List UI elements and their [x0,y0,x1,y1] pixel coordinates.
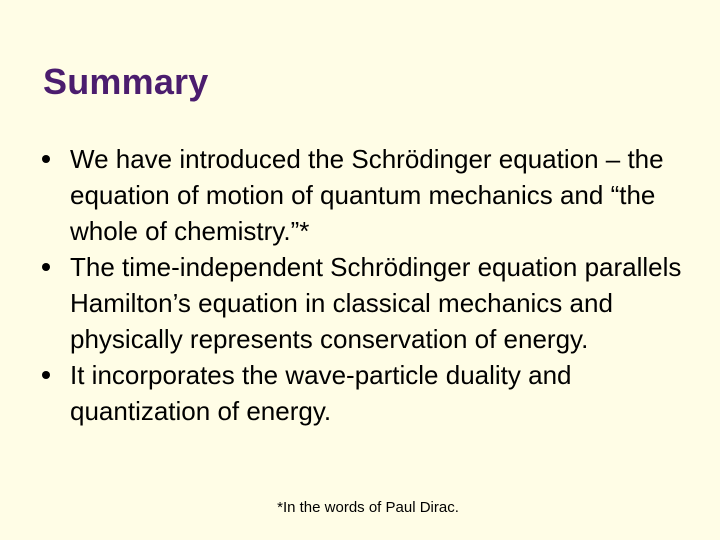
slide-title: Summary [43,61,209,102]
bullet-text: The time-independent Schrödinger equation parallels Hamilton’s equation in classical mechanics and physically represents conservation of energy. [70,252,682,354]
bullet-text: We have introduced the Schrödinger equation – the equation of motion of quantum mechanics and “the whole of chemistry.”* [70,144,664,246]
bullet-item [42,357,692,429]
bullet-list [42,141,692,429]
bullet-dot-icon [42,155,50,163]
footnote: *In the words of Paul Dirac. [277,499,459,516]
bullet-dot-icon [42,371,50,379]
bullet-dot-icon [42,263,50,271]
bullet-text: It incorporates the wave-particle duality and quantization of energy. [70,360,572,426]
bullet-item [42,249,692,357]
bullet-item [42,141,692,249]
